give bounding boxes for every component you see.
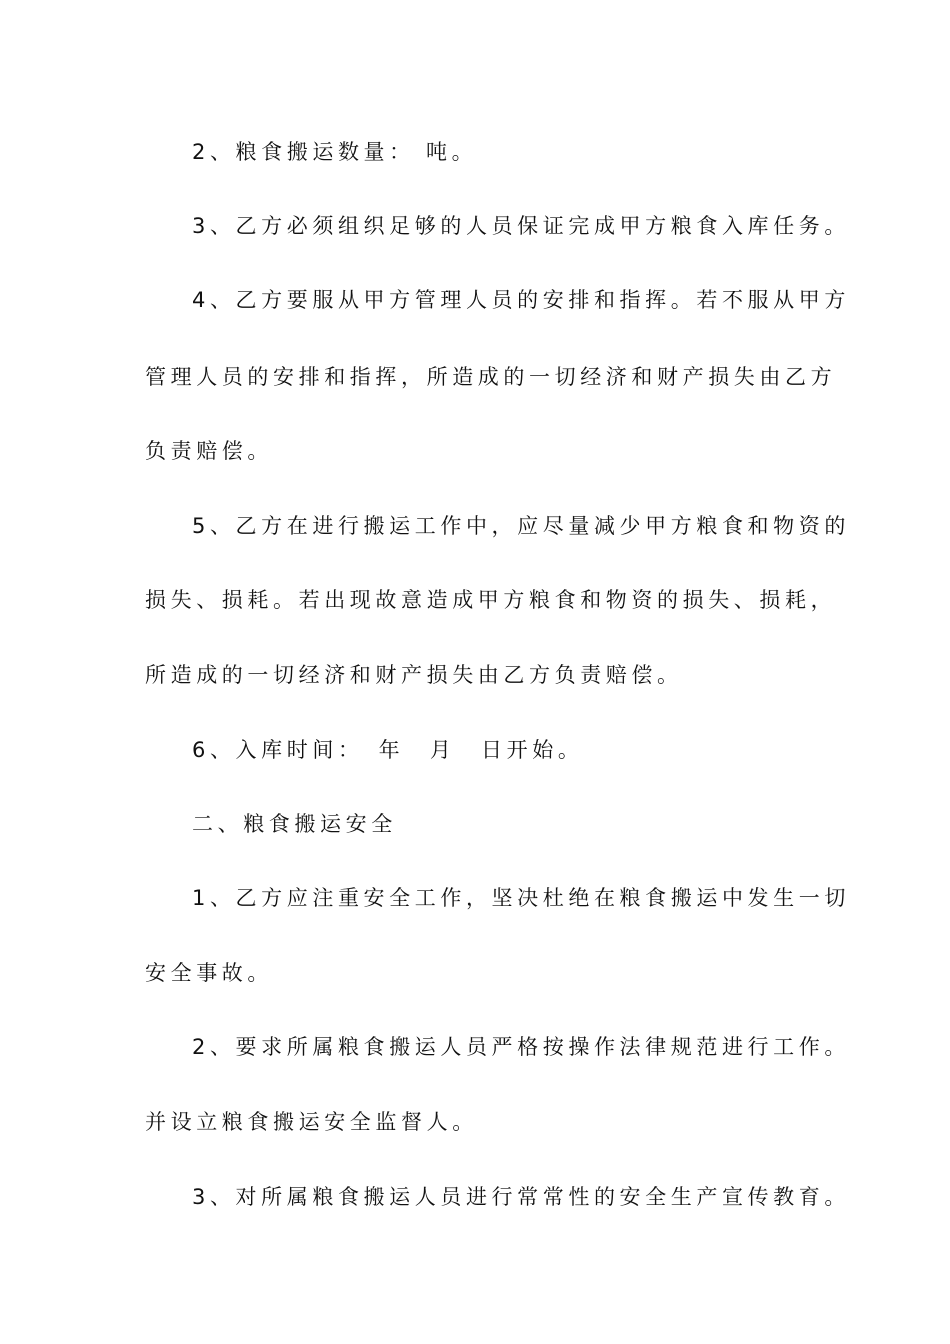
clause-2-quantity: 2、粮食搬运数量： 吨。 (192, 140, 478, 164)
clause-5-line-1: 5、乙方在进行搬运工作中，应尽量减少甲方粮食和物资的 (192, 514, 850, 538)
clause-4-line-3: 负责赔偿。 (145, 439, 273, 463)
clause-5-line-3: 所造成的一切经济和财产损失由乙方负责赔偿。 (145, 663, 683, 687)
safety-clause-1-line-2: 安全事故。 (145, 961, 273, 985)
safety-clause-1-line-1: 1、乙方应注重安全工作，坚决杜绝在粮食搬运中发生一切 (192, 886, 850, 910)
safety-clause-3: 3、对所属粮食搬运人员进行常常性的安全生产宣传教育。 (192, 1185, 850, 1209)
clause-6-storage-date: 6、入库时间： 年 月 日开始。 (192, 738, 584, 762)
safety-clause-2-line-2: 并设立粮食搬运安全监督人。 (145, 1110, 478, 1134)
safety-clause-2-line-1: 2、要求所属粮食搬运人员严格按操作法律规范进行工作。 (192, 1035, 850, 1059)
clause-5-line-2: 损失、损耗。若出现故意造成甲方粮食和物资的损失、损耗， (145, 588, 837, 612)
section-heading-safety: 二、粮食搬运安全 (192, 812, 397, 836)
clause-4-line-1: 4、乙方要服从甲方管理人员的安排和指挥。若不服从甲方 (192, 288, 850, 312)
clause-3-staffing: 3、乙方必须组织足够的人员保证完成甲方粮食入库任务。 (192, 214, 850, 238)
clause-4-line-2: 管理人员的安排和指挥，所造成的一切经济和财产损失由乙方 (145, 365, 837, 389)
